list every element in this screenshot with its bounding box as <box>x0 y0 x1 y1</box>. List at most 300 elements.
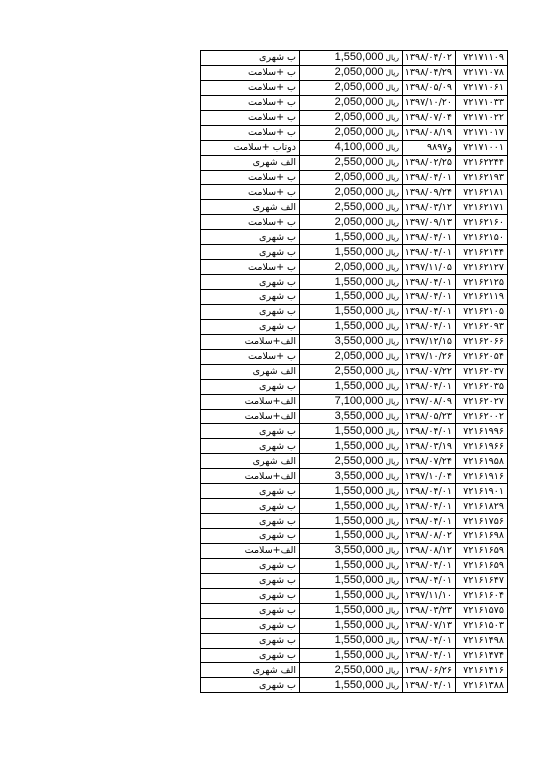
cell-price <box>300 573 403 588</box>
cell-date: ۱۳۹۸/۰۸/۱۲ <box>403 543 456 558</box>
cell-plan-type: الف+سلامت <box>201 394 300 409</box>
cell-date: ۱۳۹۸/۰۹/۲۴ <box>403 185 456 200</box>
cell-price <box>300 648 403 663</box>
table-row <box>201 304 508 319</box>
cell-plan-type: ب شهری <box>201 439 300 454</box>
cell-code: ۷۲۱۶۲۰۵۴ <box>456 349 508 364</box>
table-row <box>201 155 508 170</box>
cell-date: ۱۳۹۸/۰۵/۰۹ <box>403 80 456 95</box>
cell-code: ۷۲۱۶۲۰۰۲ <box>456 409 508 424</box>
price-currency: ریال <box>385 441 399 451</box>
price-currency: ریال <box>385 83 399 93</box>
cell-price <box>300 364 403 379</box>
cell-price <box>300 514 403 529</box>
cell-plan-type: ب شهری <box>201 588 300 603</box>
price-amount: 1,550,000 <box>334 648 384 661</box>
cell-price <box>300 499 403 514</box>
cell-plan-type: ب +سلامت <box>201 65 300 80</box>
cell-price <box>300 95 403 110</box>
cell-date: ۱۳۹۸/۰۸/۱۹ <box>403 125 456 140</box>
cell-date: ۱۳۹۷/۱۱/۰۵ <box>403 260 456 275</box>
table-row <box>201 379 508 394</box>
cell-plan-type: ب شهری <box>201 514 300 529</box>
cell-date: ۱۳۹۸/۰۷/۲۴ <box>403 454 456 469</box>
cell-code: ۷۲۱۶۲۱۲۷ <box>456 260 508 275</box>
cell-price <box>300 603 403 618</box>
price-currency: ریال <box>385 426 399 436</box>
cell-price <box>300 424 403 439</box>
price-currency: ریال <box>385 292 399 302</box>
cell-price <box>300 394 403 409</box>
cell-plan-type: ب شهری <box>201 573 300 588</box>
price-amount: 1,550,000 <box>334 634 384 647</box>
table-row <box>201 484 508 499</box>
cell-code: ۷۲۱۶۱۶۰۴ <box>456 588 508 603</box>
price-currency: ریال <box>385 486 399 496</box>
cell-code: ۷۲۱۶۱۵۷۵ <box>456 603 508 618</box>
cell-plan-type: الف+سلامت <box>201 334 300 349</box>
cell-price <box>300 51 403 66</box>
cell-plan-type: ب شهری <box>201 499 300 514</box>
cell-date: ۱۳۹۷/۱۱/۱۰ <box>403 588 456 603</box>
price-amount: 1,550,000 <box>334 514 384 527</box>
cell-price <box>300 618 403 633</box>
cell-price <box>300 469 403 484</box>
cell-code: ۷۲۱۶۱۹۰۱ <box>456 484 508 499</box>
price-amount: 2,550,000 <box>334 365 384 378</box>
cell-price <box>300 588 403 603</box>
price-currency: ریال <box>385 411 399 421</box>
cell-plan-type: ب +سلامت <box>201 110 300 125</box>
cell-code: ۷۲۱۷۱۰۱۷ <box>456 125 508 140</box>
cell-code: ۷۲۱۶۱۹۵۸ <box>456 454 508 469</box>
price-currency: ریال <box>385 531 399 541</box>
price-amount: 1,550,000 <box>334 290 384 303</box>
cell-code: ۷۲۱۶۱۷۵۶ <box>456 514 508 529</box>
price-amount: 1,550,000 <box>334 619 384 632</box>
cell-plan-type: ب شهری <box>201 51 300 66</box>
price-amount: 2,050,000 <box>334 96 384 109</box>
cell-price <box>300 260 403 275</box>
table-row <box>201 260 508 275</box>
cell-plan-type: ب +سلامت <box>201 95 300 110</box>
cell-code: ۷۲۱۷۱۰۳۳ <box>456 95 508 110</box>
cell-date: ۱۳۹۸/۰۴/۰۱ <box>403 424 456 439</box>
price-amount: 2,050,000 <box>334 260 384 273</box>
price-amount: 2,050,000 <box>334 170 384 183</box>
table-row <box>201 334 508 349</box>
cell-code: ۷۲۱۶۱۹۹۶ <box>456 424 508 439</box>
price-currency: ریال <box>385 561 399 571</box>
price-currency: ریال <box>385 128 399 138</box>
cell-price <box>300 633 403 648</box>
table-row <box>201 603 508 618</box>
price-currency: ریال <box>385 367 399 377</box>
price-amount: 1,550,000 <box>334 380 384 393</box>
cell-price <box>300 663 403 678</box>
cell-code: ۷۲۱۶۱۴۷۴ <box>456 648 508 663</box>
cell-price <box>300 290 403 305</box>
price-currency: ریال <box>385 158 399 168</box>
table-row <box>201 215 508 230</box>
cell-price <box>300 454 403 469</box>
price-currency: ریال <box>385 307 399 317</box>
cell-code: ۷۲۱۶۲۱۷۱ <box>456 200 508 215</box>
cell-code: ۷۲۱۶۲۰۶۶ <box>456 334 508 349</box>
cell-price <box>300 349 403 364</box>
cell-price <box>300 185 403 200</box>
table-row <box>201 125 508 140</box>
cell-date: ۱۳۹۸/۰۸/۰۲ <box>403 529 456 544</box>
price-amount: 1,550,000 <box>334 245 384 258</box>
table-row <box>201 319 508 334</box>
cell-code: ۷۲۱۶۱۶۵۹ <box>456 558 508 573</box>
cell-price <box>300 65 403 80</box>
table-row <box>201 394 508 409</box>
price-amount: 3,550,000 <box>334 335 384 348</box>
price-currency: ریال <box>385 650 399 660</box>
cell-code: ۷۲۱۶۲۱۵۰ <box>456 230 508 245</box>
cell-date: ۹۸و۹۷ <box>403 140 456 155</box>
cell-date: ۱۳۹۷/۱۰/۰۴ <box>403 469 456 484</box>
cell-date: ۱۳۹۸/۰۷/۰۴ <box>403 110 456 125</box>
cell-plan-type: ب شهری <box>201 424 300 439</box>
cell-code: ۷۲۱۷۱۰۷۸ <box>456 65 508 80</box>
price-currency: ریال <box>385 471 399 481</box>
cell-code: ۷۲۱۶۲۱۸۱ <box>456 185 508 200</box>
price-amount: 1,550,000 <box>334 275 384 288</box>
cell-code: ۷۲۱۷۱۰۶۱ <box>456 80 508 95</box>
price-currency: ریال <box>385 247 399 257</box>
cell-date: ۱۳۹۸/۰۳/۱۹ <box>403 439 456 454</box>
price-amount: 2,050,000 <box>334 81 384 94</box>
table-row <box>201 678 508 693</box>
price-currency: ریال <box>385 113 399 123</box>
price-currency: ریال <box>385 382 399 392</box>
cell-code: ۷۲۱۶۲۱۱۹ <box>456 290 508 305</box>
cell-plan-type: ب +سلامت <box>201 170 300 185</box>
cell-date: ۱۳۹۸/۰۷/۱۳ <box>403 618 456 633</box>
table-row <box>201 424 508 439</box>
cell-date: ۱۳۹۸/۰۴/۰۲ <box>403 51 456 66</box>
table-row <box>201 618 508 633</box>
price-amount: 1,550,000 <box>334 424 384 437</box>
cell-code: ۷۲۱۶۲۱۰۵ <box>456 304 508 319</box>
price-amount: 1,550,000 <box>334 499 384 512</box>
cell-price <box>300 304 403 319</box>
cell-plan-type: ب +سلامت <box>201 260 300 275</box>
price-amount: 1,550,000 <box>334 529 384 542</box>
price-amount: 2,050,000 <box>334 111 384 124</box>
table-row <box>201 95 508 110</box>
cell-plan-type: ب +سلامت <box>201 185 300 200</box>
price-currency: ریال <box>385 456 399 466</box>
price-currency: ریال <box>385 516 399 526</box>
cell-code: ۷۲۱۶۱۴۹۸ <box>456 633 508 648</box>
price-amount: 2,550,000 <box>334 663 384 676</box>
cell-plan-type: ب شهری <box>201 484 300 499</box>
price-currency: ریال <box>385 277 399 287</box>
table-row <box>201 633 508 648</box>
cell-date: ۱۳۹۷/۰۹/۱۳ <box>403 215 456 230</box>
cell-price <box>300 200 403 215</box>
table-row <box>201 663 508 678</box>
cell-code: ۷۲۱۶۲۰۹۳ <box>456 319 508 334</box>
cell-price <box>300 319 403 334</box>
records-table <box>200 50 508 693</box>
price-currency: ریال <box>385 680 399 690</box>
price-amount: 1,550,000 <box>334 484 384 497</box>
price-currency: ریال <box>385 143 399 153</box>
cell-date: ۱۳۹۸/۰۴/۰۱ <box>403 319 456 334</box>
table-row <box>201 185 508 200</box>
cell-code: ۷۲۱۶۱۶۵۹ <box>456 543 508 558</box>
price-amount: 2,550,000 <box>334 156 384 169</box>
cell-price <box>300 334 403 349</box>
cell-price <box>300 155 403 170</box>
cell-price <box>300 110 403 125</box>
cell-plan-type: ب شهری <box>201 290 300 305</box>
cell-price <box>300 439 403 454</box>
cell-price <box>300 409 403 424</box>
cell-date: ۱۳۹۸/۰۴/۰۱ <box>403 648 456 663</box>
cell-date: ۱۳۹۷/۱۰/۲۰ <box>403 95 456 110</box>
cell-code: ۷۲۱۶۲۰۳۷ <box>456 364 508 379</box>
cell-date: ۱۳۹۷/۱۰/۲۶ <box>403 349 456 364</box>
records-table-body <box>201 51 508 693</box>
cell-date: ۱۳۹۸/۰۵/۲۳ <box>403 409 456 424</box>
cell-plan-type: الف+سلامت <box>201 543 300 558</box>
table-row <box>201 364 508 379</box>
price-amount: 1,550,000 <box>334 559 384 572</box>
cell-price <box>300 140 403 155</box>
cell-code: ۷۲۱۷۱۰۲۲ <box>456 110 508 125</box>
table-row <box>201 409 508 424</box>
price-amount: 1,550,000 <box>334 439 384 452</box>
cell-plan-type: ب شهری <box>201 618 300 633</box>
price-currency: ریال <box>385 68 399 78</box>
cell-price <box>300 678 403 693</box>
cell-plan-type: ب شهری <box>201 304 300 319</box>
price-amount: 2,550,000 <box>334 454 384 467</box>
price-amount: 2,050,000 <box>334 66 384 79</box>
cell-date: ۱۳۹۸/۰۴/۲۹ <box>403 65 456 80</box>
cell-plan-type: ب شهری <box>201 633 300 648</box>
table-row <box>201 230 508 245</box>
cell-price <box>300 170 403 185</box>
cell-plan-type: الف شهری <box>201 364 300 379</box>
cell-plan-type: ب شهری <box>201 379 300 394</box>
table-row <box>201 275 508 290</box>
table-row <box>201 499 508 514</box>
cell-plan-type: الف شهری <box>201 663 300 678</box>
cell-plan-type: ب شهری <box>201 319 300 334</box>
cell-date: ۱۳۹۷/۰۸/۰۹ <box>403 394 456 409</box>
cell-plan-type: الف شهری <box>201 454 300 469</box>
cell-code: ۷۲۱۶۱۸۲۹ <box>456 499 508 514</box>
price-amount: 3,550,000 <box>334 544 384 557</box>
cell-date: ۱۳۹۸/۰۷/۲۲ <box>403 364 456 379</box>
price-amount: 1,550,000 <box>334 51 384 64</box>
cell-date: ۱۳۹۸/۰۴/۰۱ <box>403 245 456 260</box>
cell-code: ۷۲۱۶۲۰۳۵ <box>456 379 508 394</box>
cell-price <box>300 215 403 230</box>
price-amount: 4,100,000 <box>334 141 384 154</box>
table-row <box>201 648 508 663</box>
cell-plan-type: ب +سلامت <box>201 80 300 95</box>
price-currency: ریال <box>385 546 399 556</box>
cell-plan-type: ب شهری <box>201 678 300 693</box>
cell-code: ۷۲۱۶۲۱۹۳ <box>456 170 508 185</box>
price-currency: ریال <box>385 202 399 212</box>
price-currency: ریال <box>385 636 399 646</box>
cell-date: ۱۳۹۸/۰۴/۰۱ <box>403 170 456 185</box>
price-amount: 2,050,000 <box>334 215 384 228</box>
price-currency: ریال <box>385 621 399 631</box>
price-currency: ریال <box>385 53 399 63</box>
cell-date: ۱۳۹۸/۰۲/۲۵ <box>403 155 456 170</box>
price-currency: ریال <box>385 337 399 347</box>
price-currency: ریال <box>385 591 399 601</box>
cell-price <box>300 484 403 499</box>
cell-plan-type: ب شهری <box>201 529 300 544</box>
cell-price <box>300 125 403 140</box>
cell-price <box>300 275 403 290</box>
cell-date: ۱۳۹۸/۰۴/۰۱ <box>403 558 456 573</box>
cell-date: ۱۳۹۷/۱۲/۱۵ <box>403 334 456 349</box>
cell-price <box>300 529 403 544</box>
cell-plan-type: ب شهری <box>201 245 300 260</box>
price-currency: ریال <box>385 172 399 182</box>
cell-plan-type: ب شهری <box>201 558 300 573</box>
price-currency: ریال <box>385 576 399 586</box>
cell-code: ۷۲۱۶۱۵۰۳ <box>456 618 508 633</box>
table-row <box>201 454 508 469</box>
cell-date: ۱۳۹۸/۰۴/۰۱ <box>403 678 456 693</box>
cell-plan-type: الف شهری <box>201 200 300 215</box>
table-row <box>201 170 508 185</box>
cell-code: ۷۲۱۶۲۲۴۴ <box>456 155 508 170</box>
cell-code: ۷۲۱۶۲۱۶۰ <box>456 215 508 230</box>
price-amount: 1,550,000 <box>334 320 384 333</box>
cell-plan-type: ب +سلامت <box>201 349 300 364</box>
price-amount: 1,550,000 <box>334 574 384 587</box>
cell-code: ۷۲۱۶۲۱۴۴ <box>456 245 508 260</box>
cell-price <box>300 379 403 394</box>
cell-code: ۷۲۱۷۱۰۰۱ <box>456 140 508 155</box>
cell-plan-type: الف+سلامت <box>201 469 300 484</box>
price-currency: ریال <box>385 187 399 197</box>
table-row <box>201 290 508 305</box>
table-row <box>201 140 508 155</box>
price-amount: 2,050,000 <box>334 126 384 139</box>
cell-plan-type: الف+سلامت <box>201 409 300 424</box>
price-currency: ریال <box>385 397 399 407</box>
table-row <box>201 543 508 558</box>
table-row <box>201 573 508 588</box>
price-currency: ریال <box>385 232 399 242</box>
price-amount: 1,550,000 <box>334 589 384 602</box>
cell-code: ۷۲۱۷۱۱۰۹ <box>456 51 508 66</box>
cell-date: ۱۳۹۸/۰۴/۰۱ <box>403 514 456 529</box>
price-amount: 3,550,000 <box>334 469 384 482</box>
price-currency: ریال <box>385 262 399 272</box>
cell-date: ۱۳۹۸/۰۳/۲۳ <box>403 603 456 618</box>
price-currency: ریال <box>385 98 399 108</box>
price-currency: ریال <box>385 352 399 362</box>
cell-code: ۷۲۱۶۱۳۸۸ <box>456 678 508 693</box>
cell-date: ۱۳۹۸/۰۴/۰۱ <box>403 633 456 648</box>
cell-date: ۱۳۹۸/۰۴/۰۱ <box>403 275 456 290</box>
table-row <box>201 588 508 603</box>
cell-date: ۱۳۹۸/۰۴/۰۱ <box>403 304 456 319</box>
cell-plan-type: الف شهری <box>201 155 300 170</box>
price-currency: ریال <box>385 217 399 227</box>
cell-plan-type: ب شهری <box>201 603 300 618</box>
cell-plan-type: ب شهری <box>201 648 300 663</box>
cell-price <box>300 230 403 245</box>
cell-date: ۱۳۹۸/۰۴/۰۱ <box>403 484 456 499</box>
cell-plan-type: دوتاب +سلامت <box>201 140 300 155</box>
cell-code: ۷۲۱۶۲۱۲۵ <box>456 275 508 290</box>
cell-price <box>300 245 403 260</box>
table-row <box>201 558 508 573</box>
cell-plan-type: ب +سلامت <box>201 215 300 230</box>
cell-plan-type: ب +سلامت <box>201 125 300 140</box>
cell-plan-type: ب شهری <box>201 275 300 290</box>
cell-date: ۱۳۹۸/۰۴/۰۱ <box>403 379 456 394</box>
cell-price <box>300 80 403 95</box>
table-row <box>201 439 508 454</box>
price-amount: 3,550,000 <box>334 409 384 422</box>
cell-code: ۷۲۱۶۱۶۹۸ <box>456 529 508 544</box>
table-row <box>201 514 508 529</box>
cell-price <box>300 558 403 573</box>
price-currency: ریال <box>385 322 399 332</box>
price-amount: 2,050,000 <box>334 185 384 198</box>
cell-code: ۷۲۱۶۱۹۶۶ <box>456 439 508 454</box>
table-row <box>201 469 508 484</box>
cell-code: ۷۲۱۶۱۹۱۶ <box>456 469 508 484</box>
cell-date: ۱۳۹۸/۰۴/۰۱ <box>403 499 456 514</box>
price-amount: 1,550,000 <box>334 230 384 243</box>
cell-code: ۷۲۱۶۲۰۲۷ <box>456 394 508 409</box>
price-amount: 1,550,000 <box>334 604 384 617</box>
table-row <box>201 245 508 260</box>
price-amount: 2,550,000 <box>334 200 384 213</box>
price-amount: 7,100,000 <box>334 395 384 408</box>
table-row <box>201 349 508 364</box>
price-currency: ریال <box>385 606 399 616</box>
table-row <box>201 110 508 125</box>
table-row <box>201 65 508 80</box>
cell-date: ۱۳۹۸/۰۶/۲۶ <box>403 663 456 678</box>
table-row <box>201 200 508 215</box>
price-amount: 1,550,000 <box>334 305 384 318</box>
cell-price <box>300 543 403 558</box>
price-currency: ریال <box>385 501 399 511</box>
cell-date: ۱۳۹۸/۰۴/۰۱ <box>403 290 456 305</box>
table-row <box>201 80 508 95</box>
price-amount: 2,050,000 <box>334 350 384 363</box>
cell-plan-type: ب شهری <box>201 230 300 245</box>
price-currency: ریال <box>385 665 399 675</box>
cell-date: ۱۳۹۸/۰۴/۰۱ <box>403 573 456 588</box>
cell-code: ۷۲۱۶۱۶۴۷ <box>456 573 508 588</box>
cell-code: ۷۲۱۶۱۴۱۶ <box>456 663 508 678</box>
cell-date: ۱۳۹۸/۰۴/۰۱ <box>403 230 456 245</box>
table-row <box>201 51 508 66</box>
